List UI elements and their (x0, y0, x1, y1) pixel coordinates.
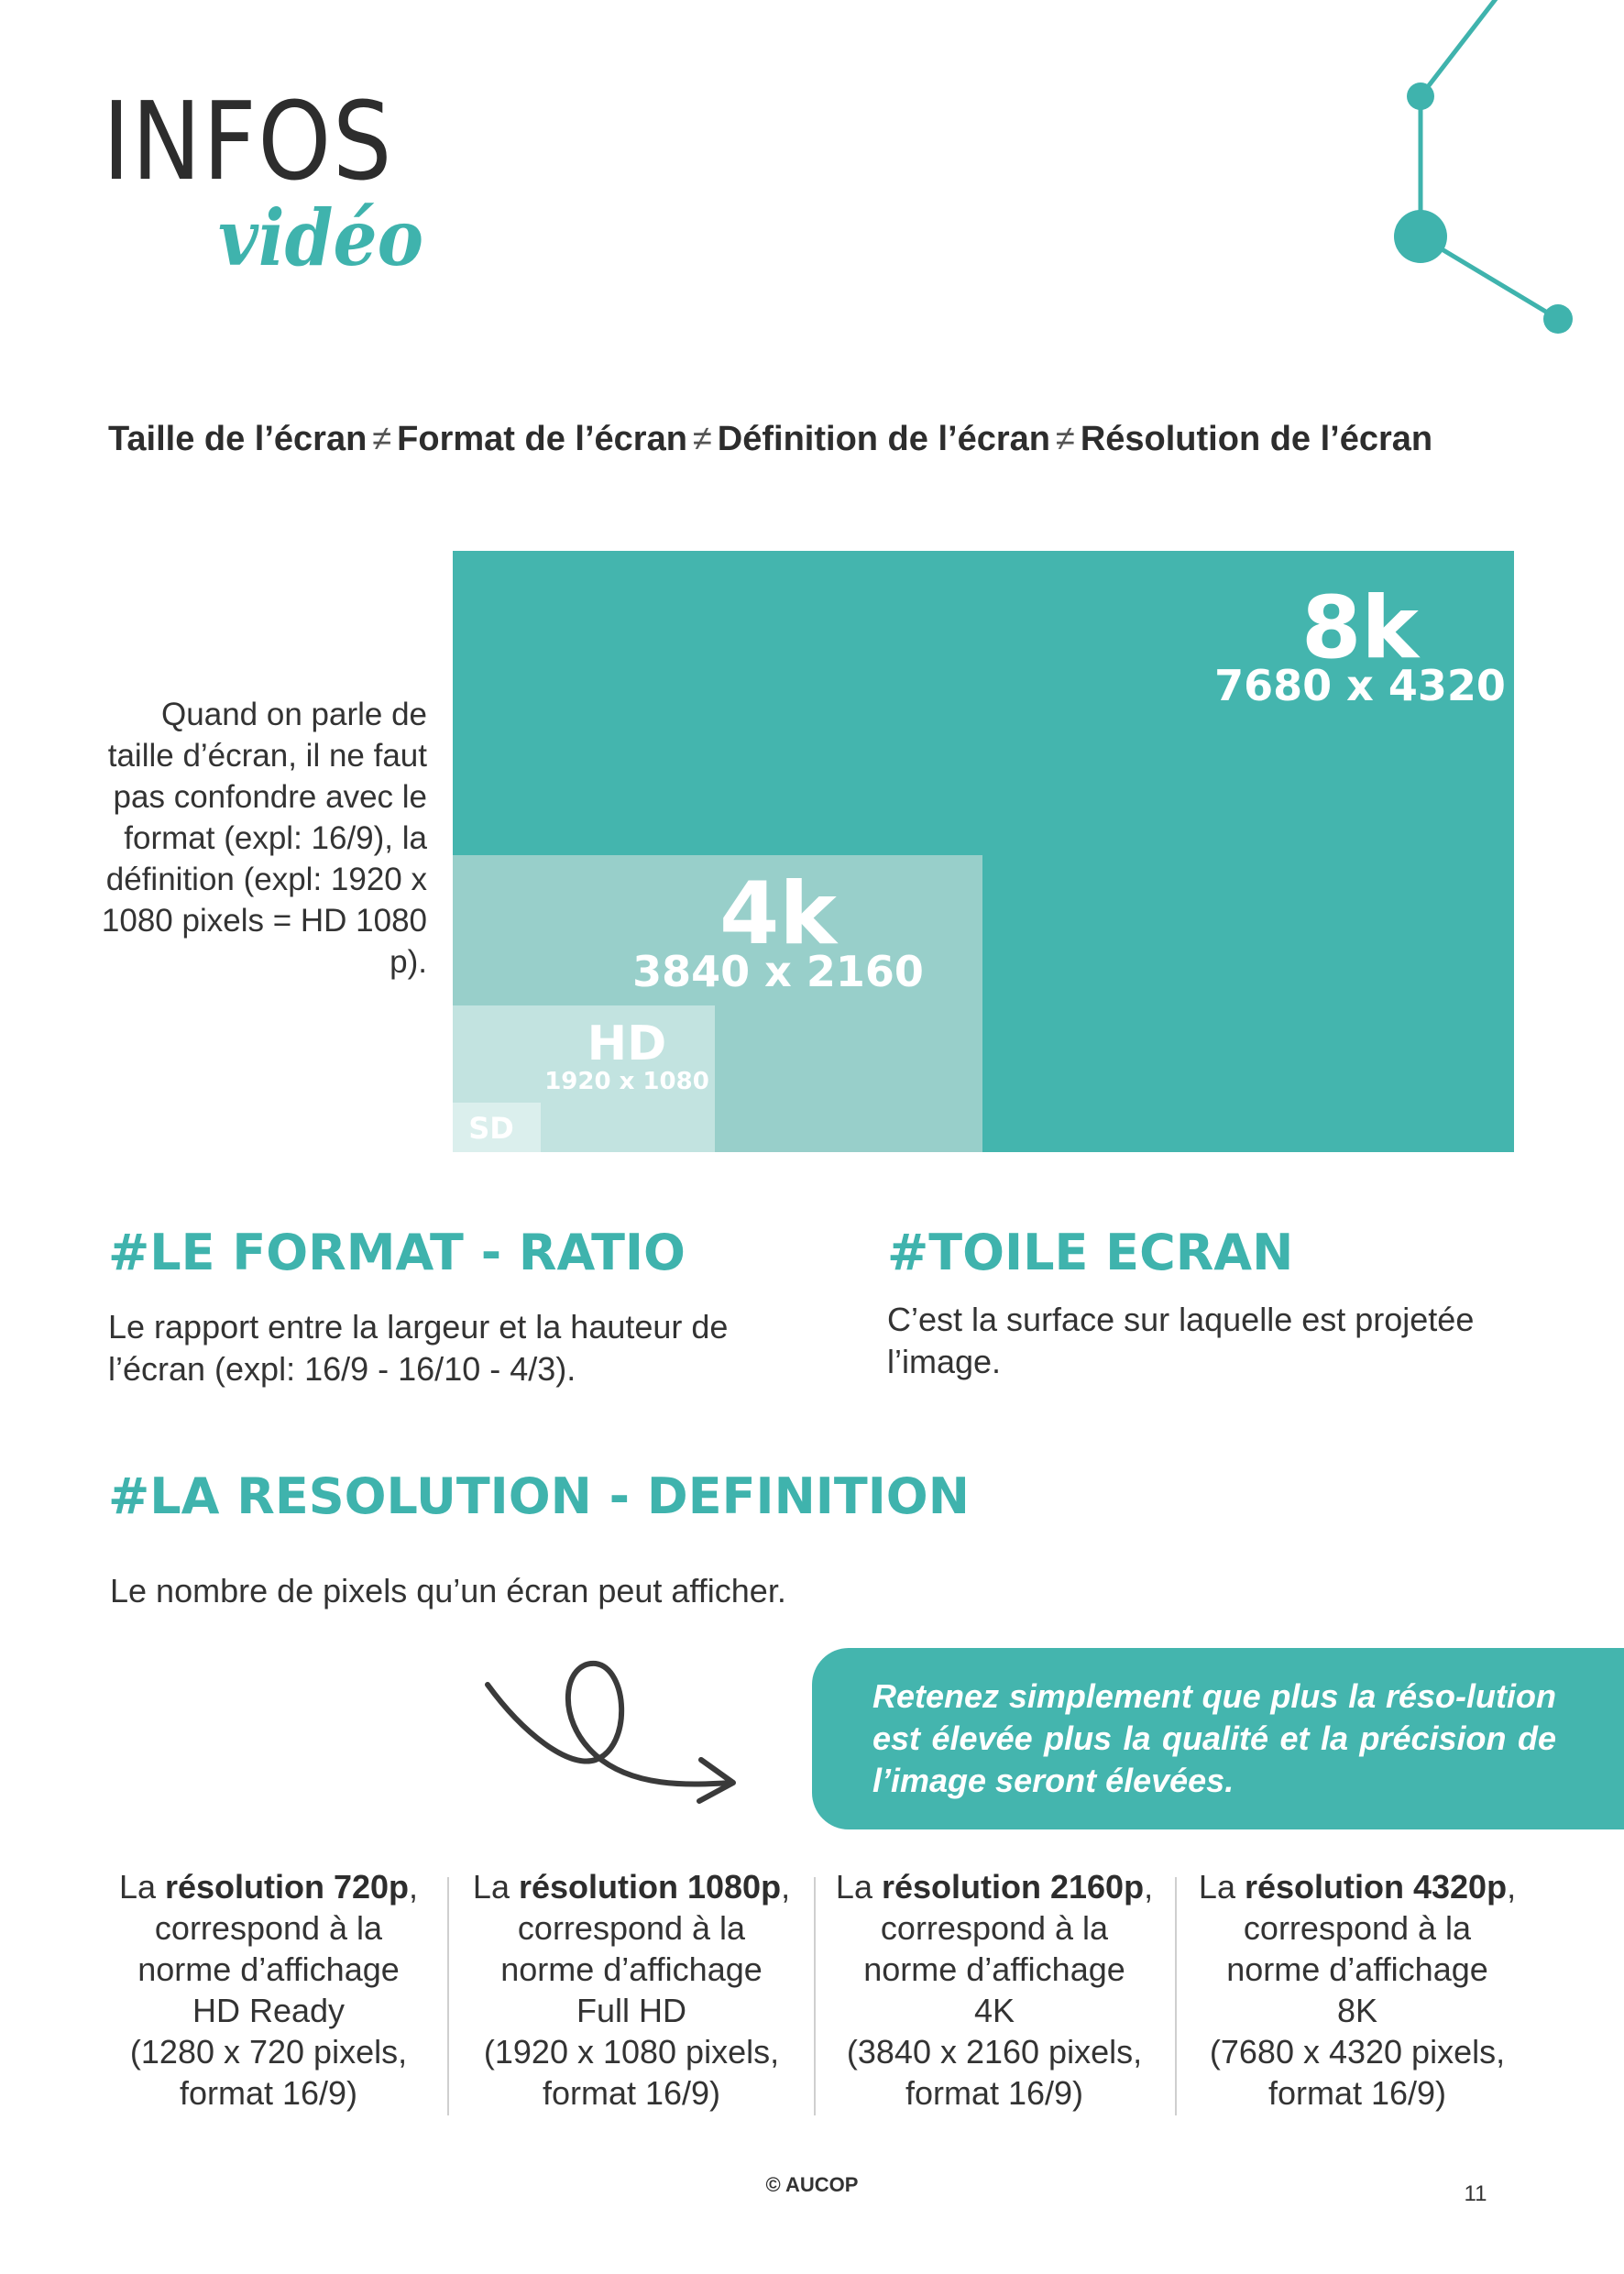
col-format: format 16/9) (905, 2074, 1084, 2112)
label-hd-resolution: 1920 x 1080 (544, 1068, 709, 1095)
molecule-decoration-icon (1347, 0, 1624, 348)
col-line: norme d’affichage (1226, 1950, 1488, 1988)
inequality-line (108, 420, 1538, 459)
col-norm: 8K (1336, 1992, 1378, 2029)
col-prefix: La (835, 1868, 882, 1906)
col-line: norme d’affichage (137, 1950, 400, 1988)
col-line: correspond à la (880, 1909, 1109, 1947)
resolution-columns (90, 1866, 1556, 2123)
col-norm: HD Ready (192, 1992, 346, 2029)
resolution-heading: #LA RESOLUTION - DEFINITION (108, 1467, 970, 1525)
col-prefix: La (118, 1868, 165, 1906)
column-divider (1175, 1877, 1177, 2115)
label-hd-name: HD (587, 1016, 667, 1071)
page-title: INFOS (103, 78, 394, 204)
col-pixels: (3840 x 2160 pixels, (846, 2033, 1143, 2071)
label-sd-name: SD (468, 1111, 514, 1146)
col-resolution: résolution 720p (164, 1868, 410, 1906)
col-line: norme d’affichage (863, 1950, 1125, 1988)
toile-text: C’est la surface sur laquelle est projetée l’image. (887, 1301, 1475, 1380)
col-norm: 4K (973, 1992, 1015, 2029)
col-prefix: La (1198, 1868, 1245, 1906)
callout-text: Retenez simplement que plus la réso-lution est élevée plus la qualité et la précision de l’image seront élevées. (872, 1677, 1556, 1799)
col-resolution: résolution 1080p (518, 1868, 782, 1906)
resolution-diagram (453, 551, 1514, 1152)
neq-symbol: ≠ (1055, 420, 1075, 458)
neq-symbol: ≠ (692, 420, 712, 458)
col-pixels: (1920 x 1080 pixels, (483, 2033, 780, 2071)
diagram-caption: Quand on parle de taille d’écran, il ne faut pas confondre avec le format (expl: 16/9), la définition (expl: 1920 x 1080 pixels = HD 1080 p). (101, 697, 427, 980)
column-2160p (816, 1866, 1173, 2114)
term-format: Format de l’écran (397, 420, 687, 458)
col-format: format 16/9) (542, 2074, 721, 2112)
label-4k-resolution: 3840 x 2160 (632, 947, 924, 996)
col-format: format 16/9) (1267, 2074, 1447, 2112)
col-suffix: , (1507, 1868, 1517, 1906)
col-suffix: , (1144, 1868, 1154, 1906)
term-resolution: Résolution de l’écran (1080, 420, 1433, 458)
col-resolution: résolution 4320p (1244, 1868, 1508, 1906)
term-taille: Taille de l’écran (108, 420, 368, 458)
label-8k-name: 8k (1301, 578, 1419, 678)
footer-copyright: © AUCOP (765, 2173, 859, 2196)
format-heading: #LE FORMAT - RATIO (108, 1224, 686, 1281)
col-resolution: résolution 2160p (881, 1868, 1145, 1906)
label-4k-name: 4k (719, 864, 837, 964)
column-divider (447, 1877, 449, 2115)
column-720p (90, 1866, 447, 2114)
callout-box (812, 1648, 1624, 1829)
col-suffix: , (781, 1868, 791, 1906)
col-line: correspond à la (517, 1909, 746, 1947)
col-suffix: , (409, 1868, 419, 1906)
column-1080p (453, 1866, 810, 2114)
neq-symbol: ≠ (372, 420, 392, 458)
toile-heading: #TOILE ECRAN (887, 1224, 1294, 1281)
col-norm: Full HD (576, 1992, 686, 2029)
term-definition: Définition de l’écran (717, 420, 1050, 458)
col-format: format 16/9) (179, 2074, 358, 2112)
page-number: 11 (1464, 2181, 1487, 2206)
col-prefix: La (472, 1868, 519, 1906)
column-4320p (1179, 1866, 1536, 2114)
col-line: correspond à la (154, 1909, 383, 1947)
format-text: Le rapport entre la largeur et la hauteur de l’écran (expl: 16/9 - 16/10 - 4/3). (108, 1308, 729, 1388)
curly-arrow-icon (477, 1631, 742, 1815)
resolution-text: Le nombre de pixels qu’un écran peut afficher. (110, 1572, 786, 1609)
col-pixels: (1280 x 720 pixels, (129, 2033, 408, 2071)
col-line: norme d’affichage (500, 1950, 763, 1988)
col-line: correspond à la (1243, 1909, 1472, 1947)
label-8k-resolution: 7680 x 4320 (1214, 661, 1506, 710)
col-pixels: (7680 x 4320 pixels, (1209, 2033, 1506, 2071)
page-subtitle: vidéo (218, 192, 424, 283)
